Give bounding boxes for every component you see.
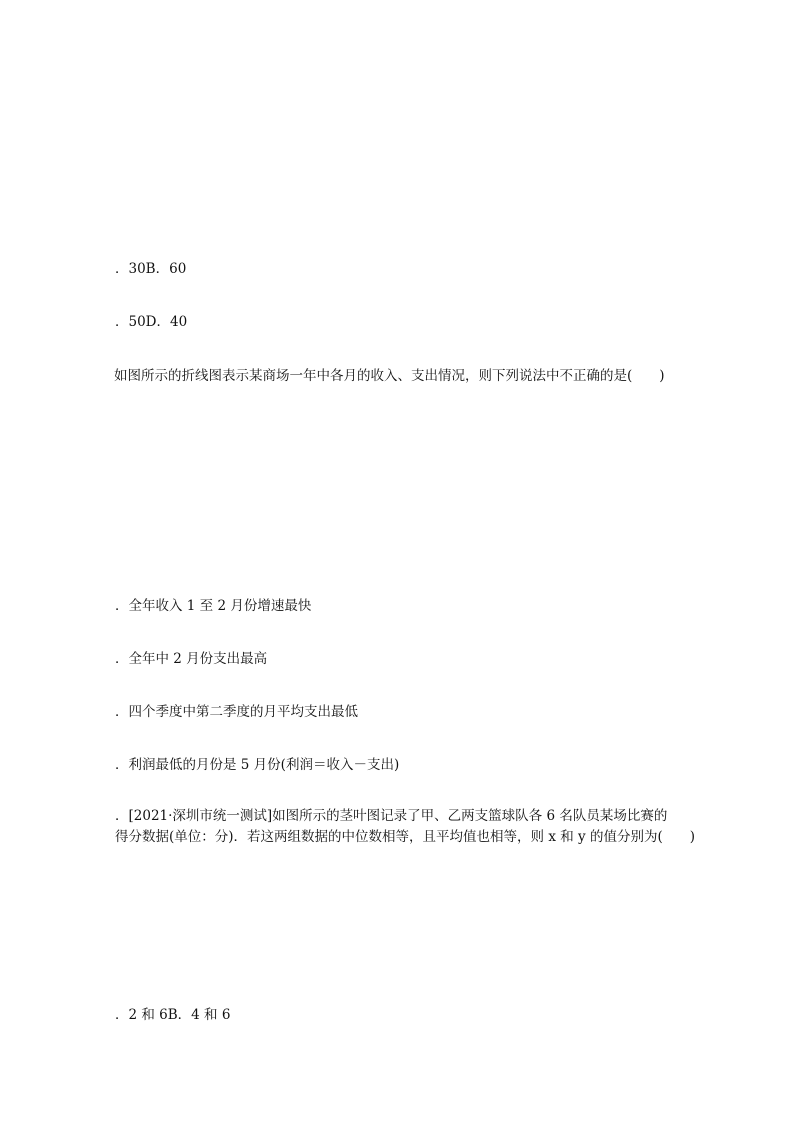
option-line-a-b-2: ．2 和 6B．4 和 6 [115,1007,231,1023]
question-stem-leaf-line-1: ．[2021·深圳市统一测试]如图所示的茎叶图记录了甲、乙两支篮球队各 6 名队员某场比赛的 [115,808,668,824]
option-a: ．全年收入 1 至 2 月份增速最快 [115,598,312,614]
question-stem-leaf-line-2: 得分数据(单位：分)．若这两组数据的中位数相等，且平均值也相等，则 x 和 y 的值分别为( ) [115,829,695,845]
option-line-c-d: ．50D．40 [115,314,188,330]
option-b: ．全年中 2 月份支出最高 [115,651,268,667]
option-d: ．利润最低的月份是 5 月份(利润＝收入－支出) [115,757,400,773]
question-line-chart: 如图所示的折线图表示某商场一年中各月的收入、支出情况，则下列说法中不正确的是( ) [114,368,665,384]
option-c: ．四个季度中第二季度的月平均支出最低 [115,704,358,720]
option-line-a-b: ．30B．60 [115,261,187,277]
